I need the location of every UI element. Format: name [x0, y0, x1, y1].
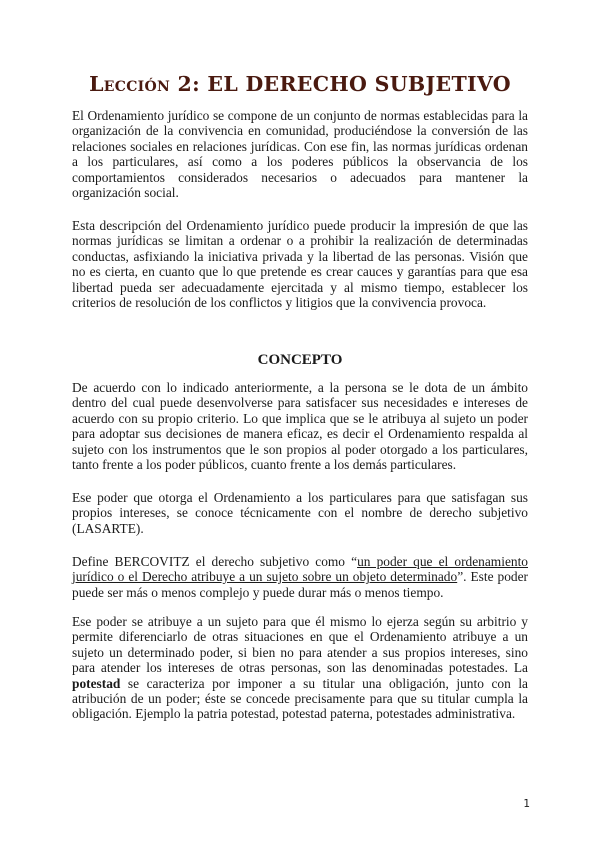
concepto-paragraph-2: Ese poder que otorga el Ordenamiento a los particulares para que satisfagan sus propios intereses, se conoce técnicamente con el nombre de derecho subjetivo (LASARTE). [72, 490, 528, 536]
definition-intro: Define BERCOVITZ el derecho subjetivo como “ [72, 554, 358, 569]
section-heading-concepto: CONCEPTO [257, 352, 343, 368]
concepto-paragraph-3 [72, 554, 528, 600]
definition-quote: un poder que el ordenamiento jurídico o el Derecho atribuye a un sujeto sobre un objeto determinado [72, 554, 529, 585]
definition-tail: ”. Este poder puede ser más o menos complejo y puede durar más o menos tiempo. [72, 569, 529, 600]
potestad-intro: Ese poder se atribuye a un sujeto para que él mismo lo ejerza según su arbitrio y permite diferenciarlo de otras situaciones en que el Ordenamiento atribuye a un sujeto un determinado poder, si bien no para atender a sus propios intereses, sino para atender los intereses de otras personas, son las denominadas potestades. La [72, 614, 528, 676]
page-title: Lección 2: EL DERECHO SUBJETIVO [89, 72, 511, 96]
intro-paragraph-2: Esta descripción del Ordenamiento jurídico puede producir la impresión de que las normas jurídicas se limitan a ordenar o a prohibir la realización de determinadas conductas, asfixiando la iniciativa privada y la libertad de las personas. Visión que no es cierta, en cuanto que lo que pretende es crear cauces y garantías para que esa libertad pueda ser adecuadamente ejercitada y al mismo tiempo, establecer los criterios de resolución de los conflictos y litigios que la convivencia provoca. [72, 218, 528, 311]
potestad-tail: se caracteriza por imponer a su titular una obligación, junto con la atribución de un poder; éste se concede precisamente para que su titular cumpla la obligación. Ejemplo la patria potestad, potestad paterna, potestades administrativa. [72, 675, 528, 722]
page-number: 1 [523, 798, 530, 810]
potestad-term: potestad [72, 675, 121, 691]
concepto-paragraph-4 [72, 614, 528, 722]
concepto-paragraph-1: De acuerdo con lo indicado anteriormente, a la persona se le dota de un ámbito dentro del cual puede desenvolverse para satisfacer sus necesidades e intereses de acuerdo con su propio criterio. Lo que implica que se le atribuya al sujeto un poder para adoptar sus decisiones de manera eficaz, es decir el Ordenamiento respalda al sujeto con los instrumentos que le son propios al poder otorgado a los particulares, tanto frente a los poder públicos, cuanto frente a los demás particulares. [72, 380, 528, 473]
intro-paragraph-1: El Ordenamiento jurídico se compone de un conjunto de normas establecidas para la organización de la convivencia en comunidad, produciéndose la conversión de las relaciones sociales en relaciones jurídicas. Con ese fin, las normas jurídicas ordenan a los particulares, así como a los poderes públicos la observancia de los comportamientos considerados necesarios o adecuados para mantener la organización social. [72, 108, 528, 201]
